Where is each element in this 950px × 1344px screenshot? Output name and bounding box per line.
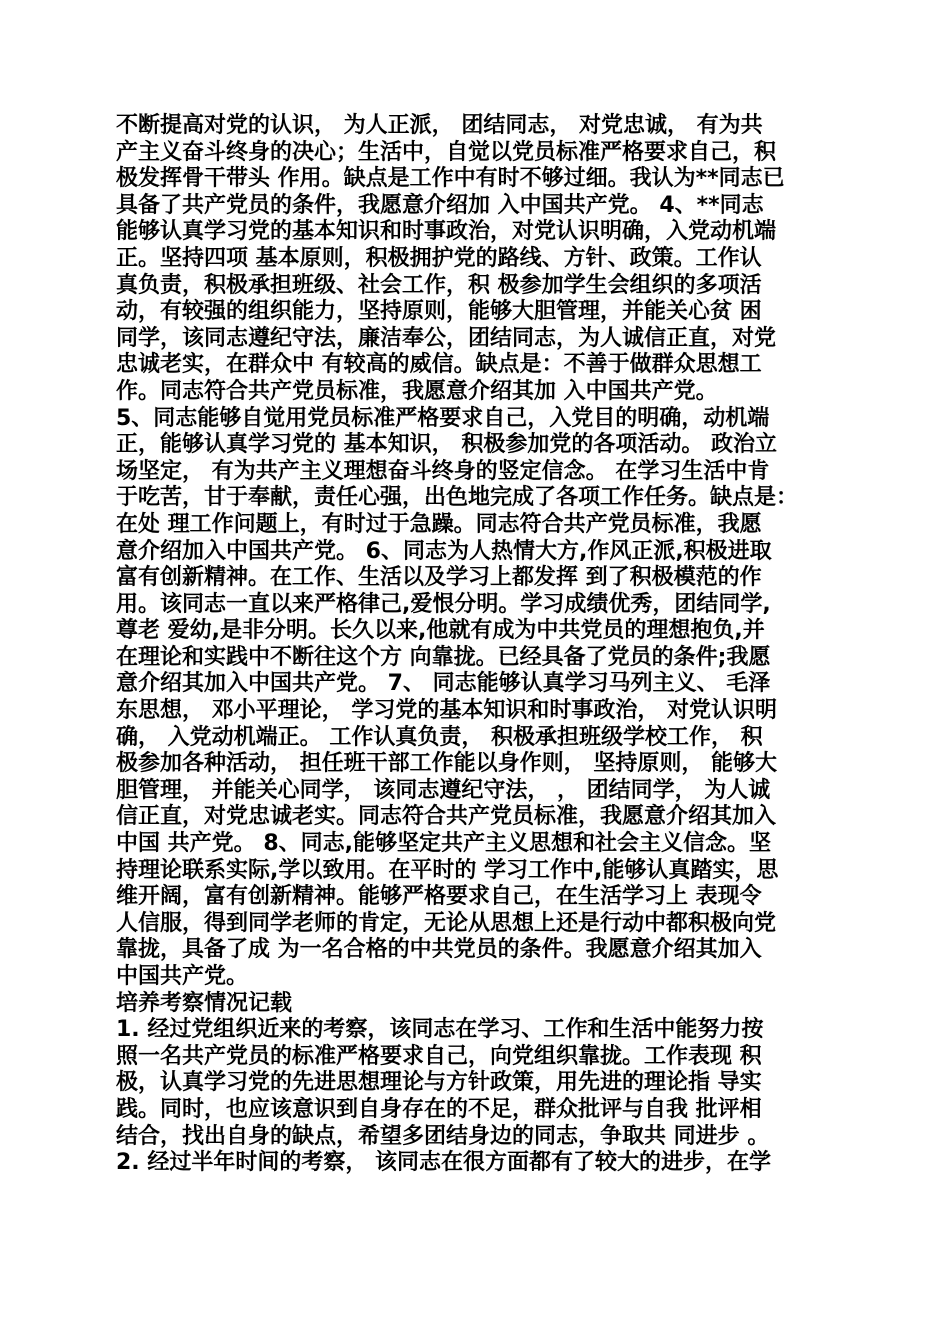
text-line: 能够认真学习党的基本知识和时事政治，对党认识明确，入党动机端 [116,219,777,245]
text-line: 确， 入党动机端正。 工作认真负责， 积极承担班级学校工作， 积 [116,724,763,750]
text-line: 信正直，对党忠诚老实。同志符合共产党员标准，我愿意介绍其加入 [116,804,777,830]
text-line: 不断提高对党的认识， 为人正派， 团结同志， 对党忠诚， 有为共 [116,113,763,138]
document-body-text [116,113,844,1177]
text-line: 结合，找出自身的缺点，希望多团结身边的同志，争取共 同进步 。 [116,1123,770,1149]
text-line: 1. 经过党组织近来的考察，该同志在学习、工作和生活中能努力按 [116,1017,764,1043]
text-line: 东思想， 邓小平理论， 学习党的基本知识和时事政治， 对党认识明 [116,698,777,724]
text-line: 产主义奋斗终身的决心；生活中，自觉以党员标准严格要求自己，积 [116,139,777,165]
text-line: 极，认真学习党的先进思想理论与方针政策，用先进的理论指 导实 [116,1070,762,1096]
text-line: 尊老 爱幼,是非分明。长久以来,他就有成为中共党员的理想抱负,并 [116,618,765,644]
text-line: 意介绍加入中国共产党。 6、同志为人热情大方,作风正派,积极进取 [116,538,772,564]
text-line: 在处 理工作问题上，有时过于急躁。同志符合共产党员标准，我愿 [116,511,762,537]
text-line: 人信服，得到同学老师的肯定，无论从思想上还是行动中都积极向党 [116,910,777,936]
text-line: 在理论和实践中不断往这个方 向靠拢。已经具备了党员的条件;我愿 [116,644,771,670]
text-line: 作。同志符合共产党员标准，我愿意介绍其加 入中国共产党。 [116,378,718,404]
text-line: 中国共产党。 [116,964,249,989]
section-heading: 培养考察情况记载 [116,990,293,1016]
text-line: 意介绍其加入中国共产党。 7、 同志能够认真学习马列主义、 毛泽 [116,671,771,697]
text-line: 靠拢，具备了成 为一名合格的中共党员的条件。我愿意介绍其加入 [116,937,762,963]
text-line: 于吃苦，甘于奉献，责任心强，出色地完成了各项工作任务。缺点是： [116,485,799,511]
text-line: 胆管理， 并能关心同学， 该同志遵纪守法， ， 团结同学， 为人诚 [116,777,771,803]
text-line: 正，能够认真学习党的 基本知识， 积极参加党的各项活动。 政治立 [116,432,777,458]
text-line: 场坚定， 有为共产主义理想奋斗终身的竖定信念。 在学习生活中肯 [116,458,770,484]
text-line: 用。该同志一直以来严格律己,爱恨分明。学习成绩优秀，团结同学, [116,591,771,617]
text-line: 正。坚持四项 基本原则，积极拥护党的路线、方针、政策。工作认 [116,245,762,271]
text-line: 照一名共产党员的标准严格要求自己，向党组织靠拢。工作表现 积 [116,1043,762,1069]
text-line: 富有创新精神。在工作、生活以及学习上都发挥 到了积极模范的作 [116,565,762,591]
text-line: 5、同志能够自觉用党员标准严格要求自己，入党目的明确，动机端 [116,405,770,431]
text-line: 具备了共产党员的条件，我愿意介绍加 入中国共产党。 4、**同志 [116,192,764,218]
text-line: 忠诚老实，在群众中 有较高的威信。缺点是：不善于做群众思想工 [116,352,762,378]
text-line: 维开阔，富有创新精神。能够严格要求自己，在生活学习上 表现令 [116,884,762,910]
text-line: 极发挥骨干带头 作用。缺点是工作中有时不够过细。我认为**同志已 [116,166,785,192]
text-line: 动，有较强的组织能力，坚持原则，能够大胆管理，并能关心贫 困 [116,299,762,325]
text-line: 2. 经过半年时间的考察， 该同志在很方面都有了较大的进步，在学 [116,1150,771,1176]
text-line: 同学，该同志遵纪守法，廉洁奉公，团结同志，为人诚信正直，对党 [116,325,777,351]
text-line: 中国 共产党。 8、同志,能够坚定共产主义思想和社会主义信念。坚 [116,831,771,857]
text-line: 践。同时，也应该意识到自身存在的不足，群众批评与自我 批评相 [116,1096,762,1122]
text-line: 真负责，积极承担班级、社会工作，积 极参加学生会组织的多项活 [116,272,762,298]
text-line: 持理论联系实际,学以致用。在平时的 学习工作中,能够认真踏实，思 [116,857,779,883]
text-line: 极参加各种活动， 担任班干部工作能以身作则， 坚持原则， 能够大 [116,751,777,777]
